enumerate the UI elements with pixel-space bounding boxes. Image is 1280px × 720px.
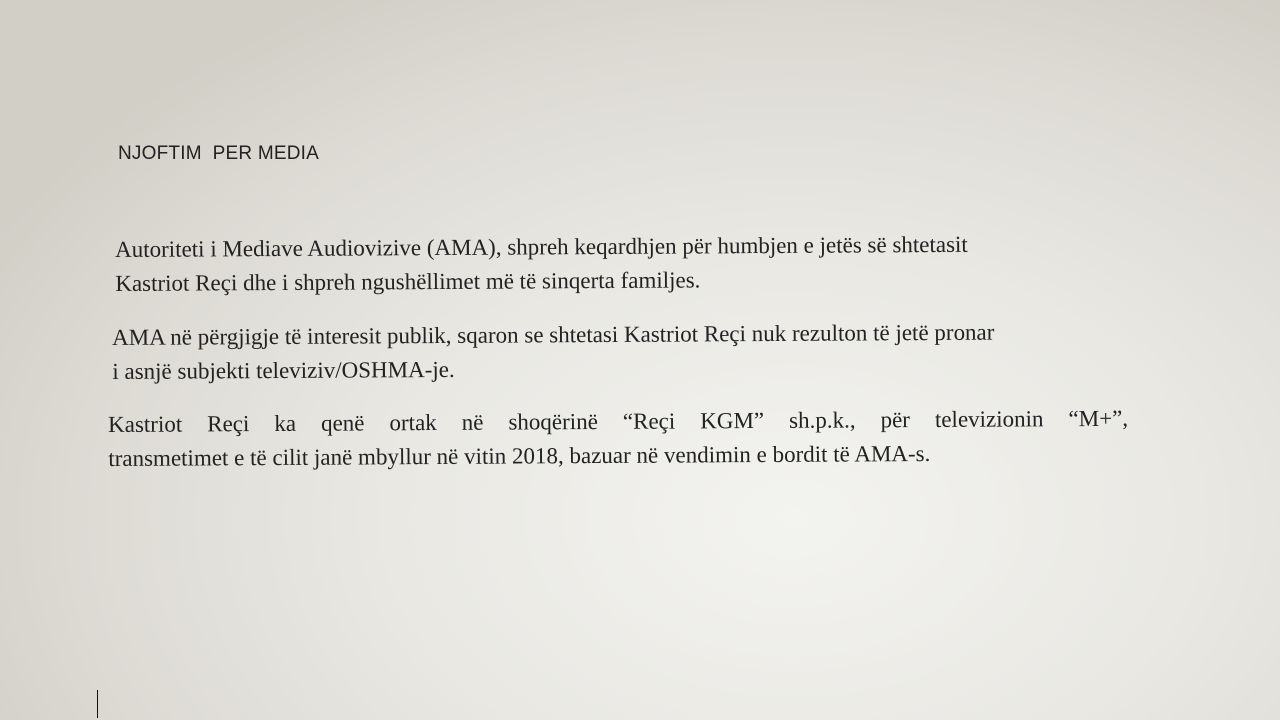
paragraph-line: Autoriteti i Mediave Audiovizive (AMA), shpreh keqardhjen për humbjen e jetës së shtetasit [115,231,968,262]
paragraph-condolences [115,227,1125,301]
paragraph-line: i asnjë subjekti televiziv/OSHMA-je. [112,356,455,384]
paragraph-line: Kastriot Reçi ka qenë ortak në shoqërinë “Reçi KGM” sh.p.k., për televizionin “M+”, [108,405,1129,437]
paragraph-line: AMA në përgjigje të interesit publik, sqaron se shtetasi Kastriot Reçi nuk rezulton të jetë pronar [112,319,995,350]
document-heading: NJOFTIM PER MEDIA [118,143,319,164]
text-cursor [97,690,98,718]
paragraph-line: Kastriot Reçi dhe i shpreh ngushëllimet më të sinqerta familjes. [115,267,701,296]
paragraph-clarification [112,315,1124,389]
paragraph-line: transmetimet e të cilit janë mbyllur në vitin 2018, bazuar në vendimin e bordit të AMA-s. [108,440,931,471]
paragraph-background [108,402,1128,476]
